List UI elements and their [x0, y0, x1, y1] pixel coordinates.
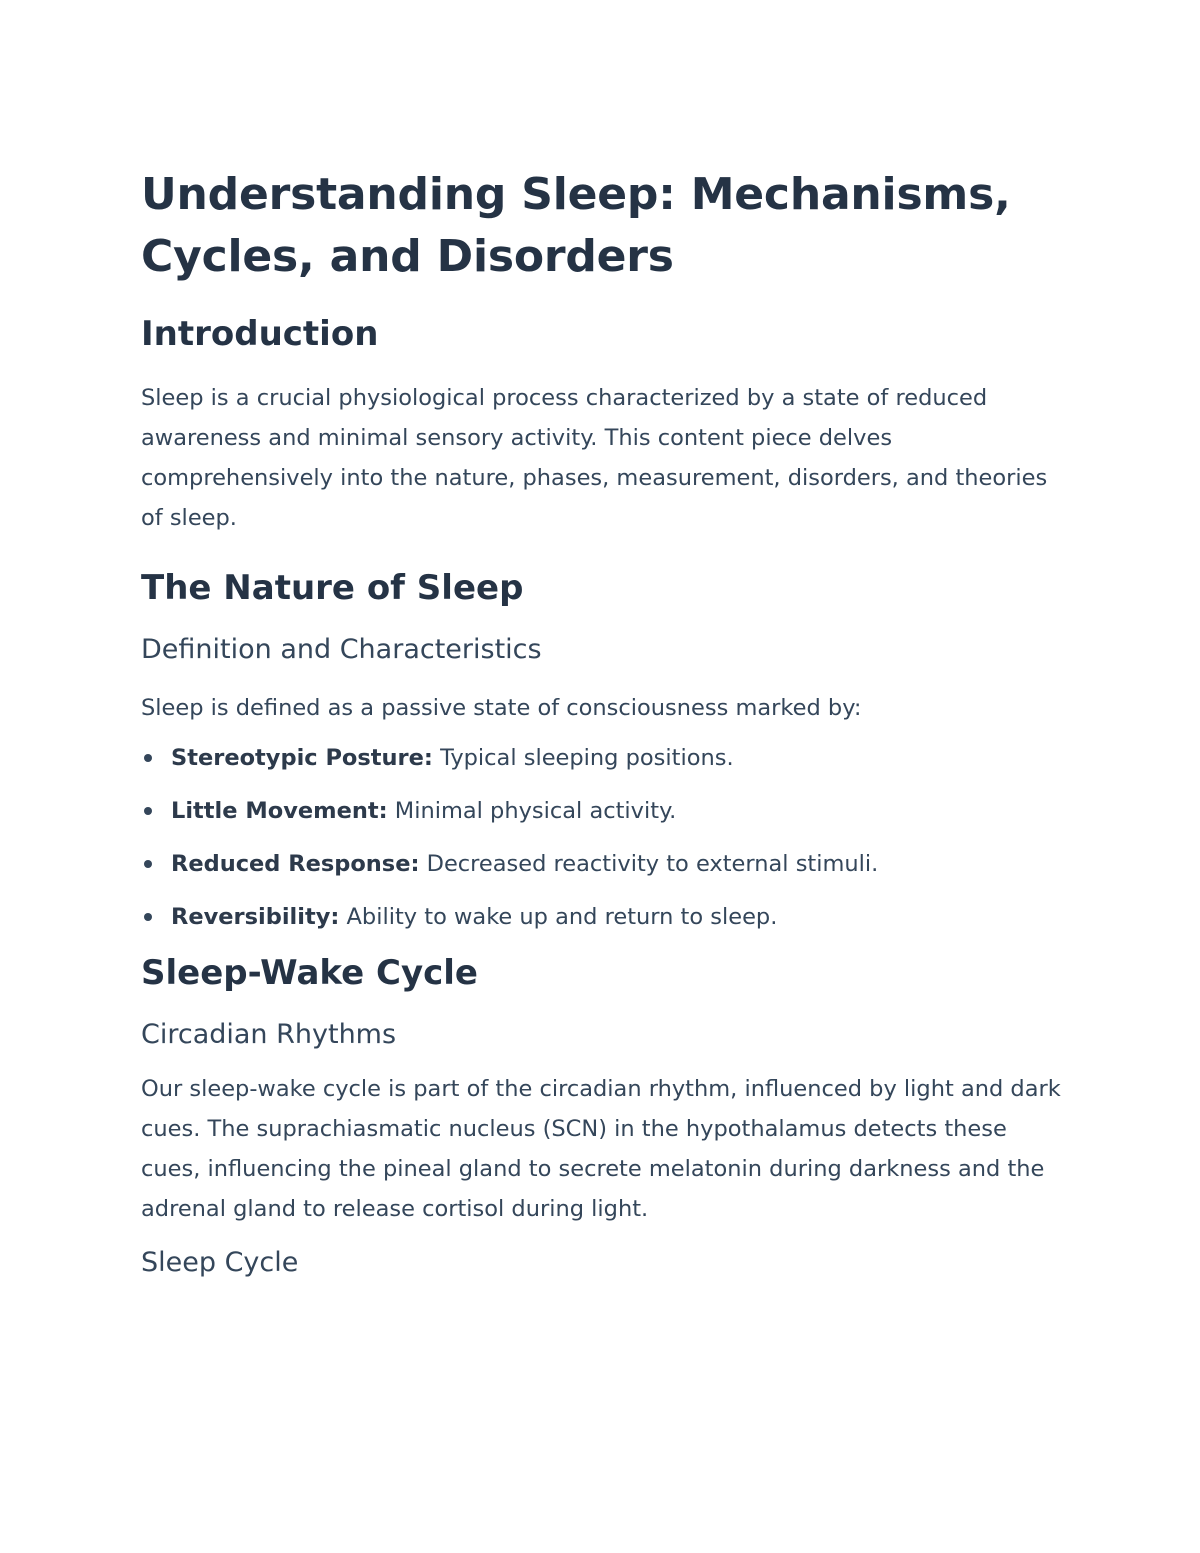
list-item-term: Little Movement:	[171, 798, 388, 824]
nature-of-sleep-heading: The Nature of Sleep	[141, 568, 524, 608]
list-item-term: Stereotypic Posture:	[171, 745, 433, 771]
list-item	[141, 791, 1071, 831]
list-item	[141, 738, 1071, 778]
list-item-term: Reduced Response:	[171, 851, 420, 877]
introduction-heading: Introduction	[141, 314, 379, 354]
list-item-text: Ability to wake up and return to sleep.	[339, 904, 778, 930]
definition-subheading: Definition and Characteristics	[141, 634, 542, 665]
definition-intro: Sleep is defined as a passive state of consciousness marked by:	[141, 695, 862, 721]
circadian-paragraph: Our sleep-wake cycle is part of the circadian rhythm, influenced by light and dark cues. The suprachiasmatic nucleus (SCN) in the hypothalamus detects these cues, influencing the pineal gland to secrete melatonin during darkness and the adrenal gland to release cortisol during light.	[141, 1076, 1061, 1222]
characteristics-list	[141, 738, 1071, 937]
introduction-paragraph: Sleep is a crucial physiological process characterized by a state of reduced awareness and minimal sensory activity. This content piece delves comprehensively into the nature, phases, measurement, disorders, and theories of sleep.	[141, 385, 1048, 531]
list-item-text: Decreased reactivity to external stimuli.	[419, 851, 879, 877]
circadian-rhythms-subheading: Circadian Rhythms	[141, 1019, 397, 1050]
sleep-wake-cycle-heading: Sleep-Wake Cycle	[141, 953, 478, 993]
list-item-term: Reversibility:	[171, 904, 340, 930]
list-item-text: Minimal physical activity.	[387, 798, 677, 824]
list-item-text: Typical sleeping positions.	[432, 745, 734, 771]
document-page	[141, 164, 1071, 1281]
list-item	[141, 844, 1071, 884]
list-item	[141, 897, 1071, 937]
sleep-cycle-subheading: Sleep Cycle	[141, 1247, 299, 1278]
document-title: Understanding Sleep: Mechanisms, Cycles, and Disorders	[141, 169, 1011, 282]
